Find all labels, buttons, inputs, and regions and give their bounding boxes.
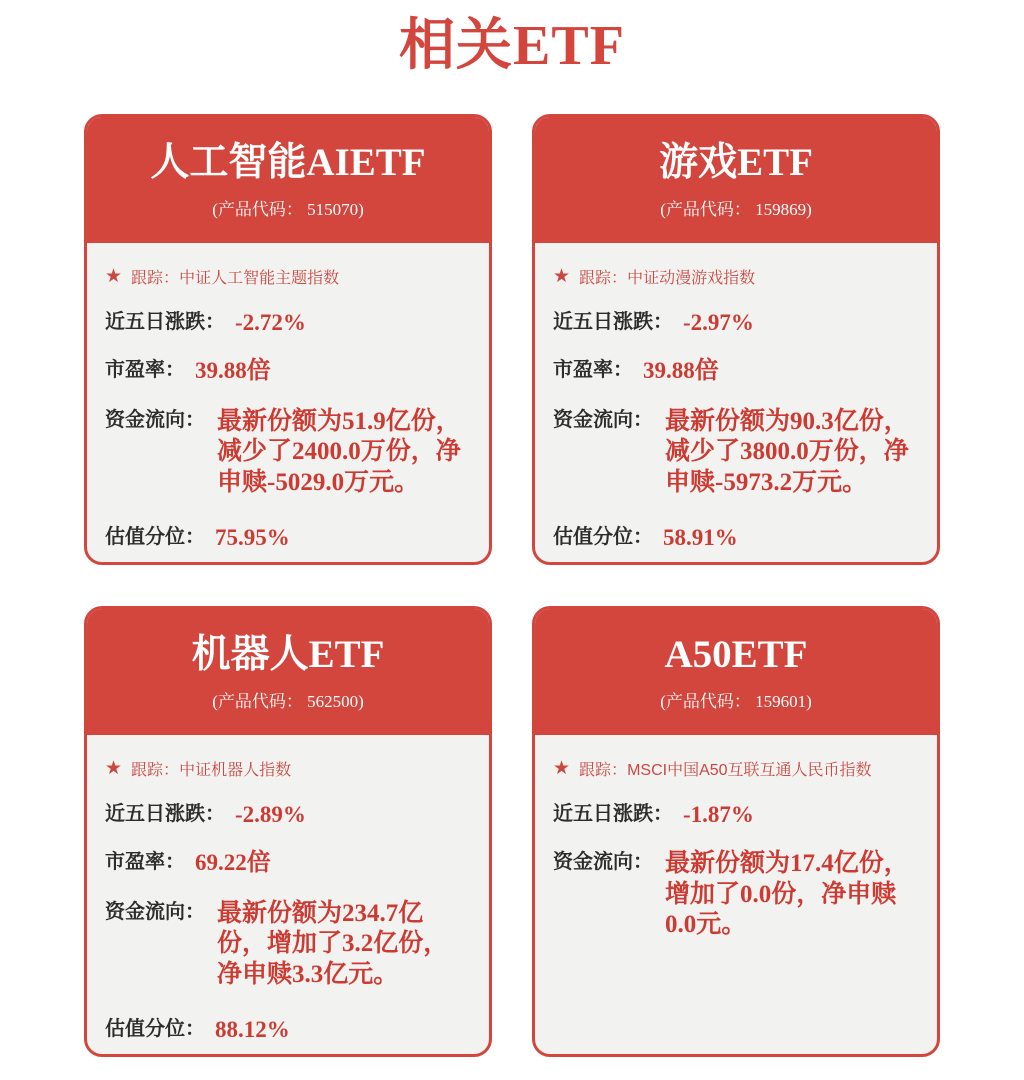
track-label: 跟踪： bbox=[131, 269, 180, 287]
star-icon: ★ bbox=[553, 265, 571, 287]
five-day-value: -1.87% bbox=[683, 801, 754, 827]
five-day-value: -2.89% bbox=[235, 801, 306, 827]
five-day-row bbox=[553, 309, 921, 337]
five-day-value: -2.97% bbox=[683, 309, 754, 335]
card-header bbox=[87, 609, 489, 735]
etf-card-robot bbox=[84, 606, 492, 1057]
valuation-label: 估值分位： bbox=[553, 526, 653, 549]
page-title-zh: 相关 bbox=[399, 13, 514, 76]
pe-label: 市盈率： bbox=[105, 359, 185, 382]
five-day-row bbox=[105, 801, 473, 829]
five-day-label: 近五日涨跌： bbox=[553, 802, 673, 825]
star-icon: ★ bbox=[553, 757, 571, 779]
pe-unit: 倍 bbox=[246, 849, 271, 877]
card-header bbox=[87, 117, 489, 243]
card-title-en: ETF bbox=[308, 632, 385, 676]
pe-value bbox=[195, 357, 271, 386]
card-title bbox=[535, 142, 937, 185]
track-row bbox=[553, 757, 921, 780]
valuation-row bbox=[553, 524, 921, 552]
track-row bbox=[553, 265, 921, 288]
page-title-en: ETF bbox=[513, 15, 625, 77]
star-icon: ★ bbox=[105, 757, 123, 779]
track-label: 跟踪： bbox=[579, 761, 628, 779]
flow-value: 最新份额为17.4亿份，增加了0.0份，净申赎0.0元。 bbox=[665, 850, 909, 939]
etf-card-game bbox=[532, 114, 940, 565]
product-code: (产品代码： 562500) bbox=[212, 692, 364, 712]
flow-label: 资金流向： bbox=[105, 900, 205, 923]
card-body bbox=[535, 735, 937, 941]
track-index: MSCI中国A50互联互通人民币指数 bbox=[627, 761, 872, 779]
pe-value bbox=[643, 357, 719, 386]
five-day-label: 近五日涨跌： bbox=[553, 310, 673, 333]
card-title-en: ETF bbox=[737, 140, 813, 184]
flow-value: 最新份额为90.3亿份，减少了3800.0万份，净申赎-5973.2万元。 bbox=[665, 407, 909, 496]
five-day-label: 近五日涨跌： bbox=[105, 310, 225, 333]
product-code: (产品代码： 159869) bbox=[660, 200, 812, 220]
flow-value: 最新份额为234.7亿份，增加了3.2亿份，净申赎3.3亿元。 bbox=[217, 899, 449, 988]
card-title-zh: 机器人 bbox=[191, 632, 309, 676]
card-header bbox=[535, 117, 937, 243]
valuation-label: 估值分位： bbox=[105, 526, 205, 549]
card-title-zh: 游戏 bbox=[659, 140, 738, 184]
flow-label: 资金流向： bbox=[105, 408, 205, 431]
card-body bbox=[87, 243, 489, 552]
etf-card-ai bbox=[84, 114, 492, 565]
etf-card-a50 bbox=[532, 606, 940, 1057]
pe-unit: 倍 bbox=[246, 357, 271, 385]
valuation-value: 58.91% bbox=[663, 525, 738, 551]
flow-row bbox=[105, 899, 473, 991]
flow-value: 最新份额为51.9亿份，减少了2400.0万份，净申赎-5029.0万元。 bbox=[217, 407, 461, 496]
pe-number: 39.88 bbox=[195, 358, 247, 384]
card-title-zh: 人工智能 bbox=[150, 140, 307, 184]
flow-label: 资金流向： bbox=[553, 408, 653, 431]
five-day-row bbox=[105, 309, 473, 337]
track-index: 中证动漫游戏指数 bbox=[627, 269, 756, 287]
pe-number: 69.22 bbox=[195, 850, 247, 876]
track-index: 中证人工智能主题指数 bbox=[179, 269, 340, 287]
valuation-row bbox=[105, 524, 473, 552]
track-label: 跟踪： bbox=[131, 761, 180, 779]
card-title bbox=[535, 634, 937, 677]
card-title bbox=[87, 634, 489, 677]
track-row bbox=[105, 265, 473, 288]
track-index: 中证机器人指数 bbox=[179, 761, 292, 779]
five-day-value: -2.72% bbox=[235, 309, 306, 335]
five-day-label: 近五日涨跌： bbox=[105, 802, 225, 825]
pe-label: 市盈率： bbox=[553, 359, 633, 382]
product-code: (产品代码： 159601) bbox=[660, 692, 812, 712]
flow-row bbox=[553, 849, 921, 941]
valuation-label: 估值分位： bbox=[105, 1018, 205, 1041]
card-body bbox=[87, 735, 489, 1044]
etf-cards-grid bbox=[84, 114, 1024, 1057]
pe-label: 市盈率： bbox=[105, 851, 185, 874]
product-code: (产品代码： 515070) bbox=[212, 200, 364, 220]
pe-row bbox=[105, 357, 473, 386]
card-title-en: AIETF bbox=[306, 140, 426, 184]
flow-row bbox=[553, 407, 921, 499]
valuation-row bbox=[105, 1016, 473, 1044]
card-title bbox=[87, 142, 489, 185]
card-title-en: A50ETF bbox=[664, 632, 808, 676]
pe-unit: 倍 bbox=[694, 357, 719, 385]
valuation-value: 88.12% bbox=[215, 1017, 290, 1043]
card-header bbox=[535, 609, 937, 735]
five-day-row bbox=[553, 801, 921, 829]
track-row bbox=[105, 757, 473, 780]
card-body bbox=[535, 243, 937, 552]
pe-number: 39.88 bbox=[643, 358, 695, 384]
pe-row bbox=[105, 849, 473, 878]
flow-row bbox=[105, 407, 473, 499]
pe-row bbox=[553, 357, 921, 386]
pe-value bbox=[195, 849, 271, 878]
valuation-value: 75.95% bbox=[215, 525, 290, 551]
page-title bbox=[0, 0, 1024, 78]
star-icon: ★ bbox=[105, 265, 123, 287]
flow-label: 资金流向： bbox=[553, 851, 653, 874]
track-label: 跟踪： bbox=[579, 269, 628, 287]
